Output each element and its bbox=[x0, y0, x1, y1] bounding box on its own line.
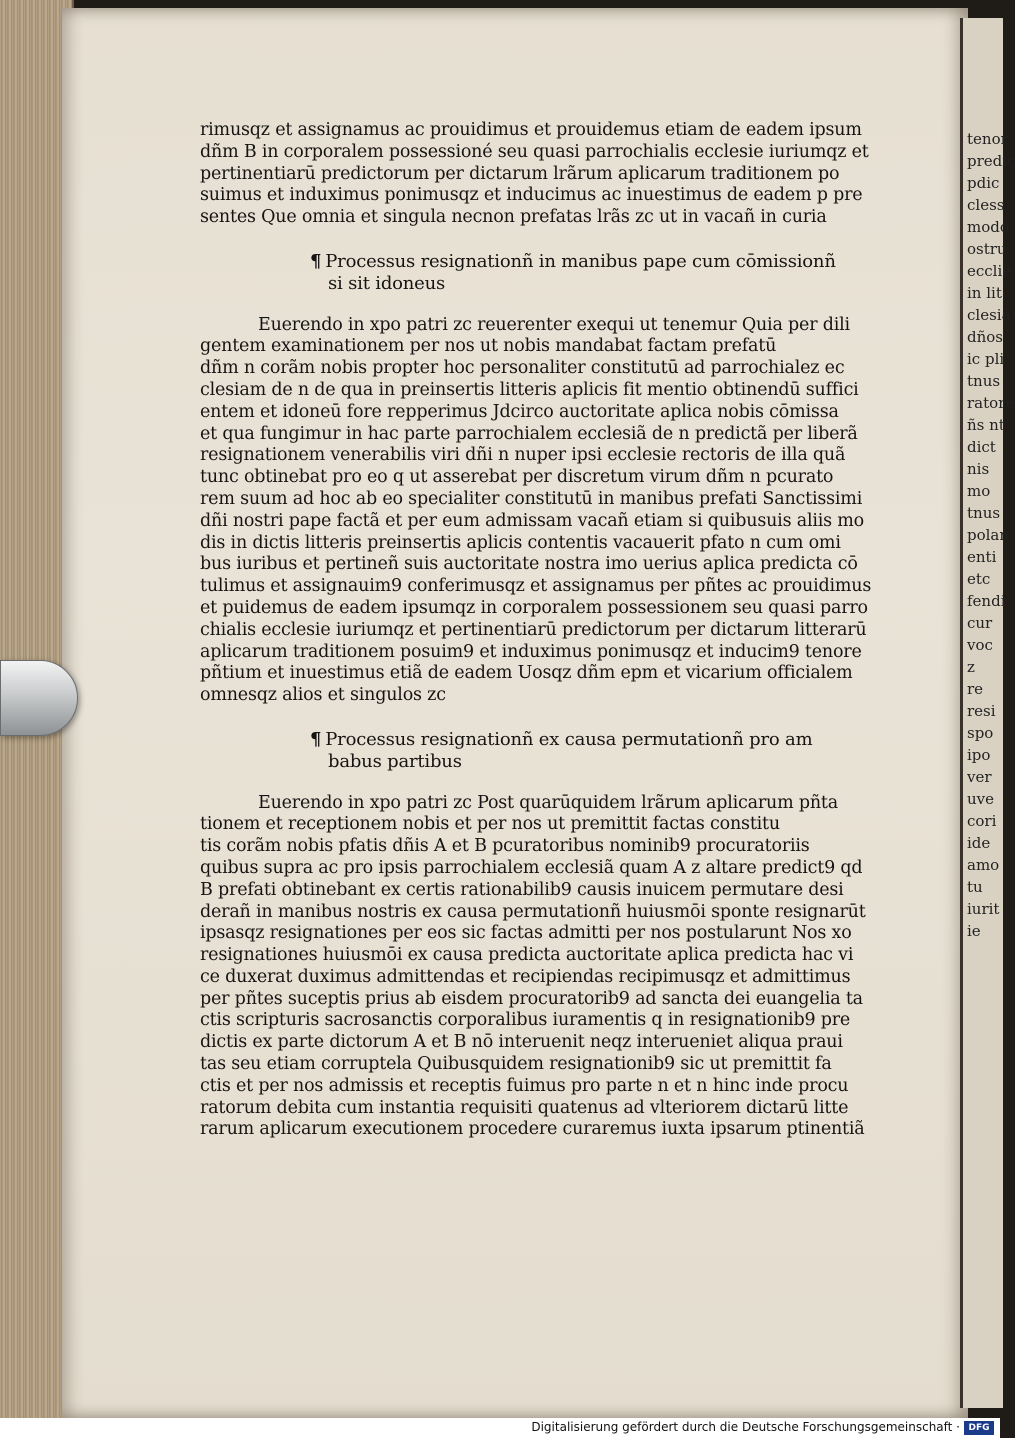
page-clip bbox=[0, 660, 78, 736]
facing-page-word: ostru bbox=[967, 240, 1007, 258]
facing-page-word: etc bbox=[967, 570, 991, 588]
facing-page-word: ratore bbox=[967, 394, 1015, 412]
section-heading-2 bbox=[310, 727, 920, 771]
facing-page-word: amo bbox=[967, 856, 1000, 874]
text-line: quibus supra ac pro ipsis parrochialem ecclesiã quam A z altare predict9 qd bbox=[200, 857, 863, 878]
facing-page-word: re bbox=[967, 680, 984, 698]
facing-page-fragment bbox=[960, 18, 1015, 1408]
section-heading-1 bbox=[310, 249, 920, 293]
facing-page-word: dict bbox=[967, 438, 996, 456]
dfg-logo: DFG bbox=[964, 1421, 994, 1435]
text-line: resignationes huiusmōi ex causa predicta auctoritate aplica predicta hac vi bbox=[200, 945, 854, 966]
facing-page-word: ic pli bbox=[967, 350, 1005, 368]
text-line: tis corãm nobis pfatis dñis A et B pcuratoribus nominib9 procuratoriis bbox=[200, 836, 810, 857]
facing-page-word: tnus bbox=[967, 504, 1001, 522]
text-line: resignationem venerabilis viri dñi n nuper ipsi ecclesie rectoris de illa quã bbox=[200, 445, 846, 466]
text-line: rimusqz et assignamus ac prouidimus et prouidemus etiam de eadem ipsum bbox=[200, 120, 862, 140]
pilcrow-icon: ¶ bbox=[310, 250, 322, 272]
facing-page-word: spo bbox=[967, 724, 994, 742]
facing-page-word: ñs nt bbox=[967, 416, 1005, 434]
text-line: suimus et induximus ponimusqz et inducimus ac inuestimus de eadem p pre bbox=[200, 185, 863, 206]
facing-page-word: tenor bbox=[967, 130, 1008, 148]
facing-page-word: mo bbox=[967, 482, 991, 500]
text-line: pertinentiarū predictorum per dictarum lrãrum aplicarum traditionem po bbox=[200, 163, 840, 184]
text-line: entem et idoneū fore repperimus Jdcirco auctoritate aplica nobis cōmissa bbox=[200, 401, 839, 422]
text-line: B prefati obtinebant ex certis rationabilib9 causis inuicem permutare desi bbox=[200, 879, 844, 900]
facing-page-word: z bbox=[967, 658, 975, 676]
footer-bar bbox=[0, 1418, 1000, 1438]
text-line: clesiam de n de qua in preinsertis litteris aplicis fit mentio obtinendū suffici bbox=[200, 379, 859, 400]
text-line: ce duxerat duximus admittendas et recipiendas recipimusqz et admittimus bbox=[200, 966, 851, 987]
text-line: dis in dictis litteris preinsertis aplicis contentis vacauerit pfato n cum omi bbox=[200, 532, 841, 553]
text-line: derañ in manibus nostris ex causa permutationñ huiusmōi sponte resignarūt bbox=[200, 901, 866, 922]
text-line: dñm B in corporalem possessioné seu quasi parrochialis ecclesie iuriumqz et bbox=[200, 141, 869, 162]
facing-page-word: cori bbox=[967, 812, 997, 830]
facing-page-word: modo bbox=[967, 218, 1009, 236]
facing-page-word: iurit bbox=[967, 900, 1000, 918]
text-line: et qua fungimur in hac parte parrochialem ecclesiã de n predictã per liberã bbox=[200, 423, 858, 444]
text-line: bus iuribus et pertineñ suis auctoritate nostra imo uerius aplica predicta cō bbox=[200, 554, 858, 575]
text-line: tionem et receptionem nobis et per nos ut premittit factas constitu bbox=[200, 814, 780, 835]
text-line: ctis scripturis sacrosanctis corporalibus iuramentis q in resignationib9 pre bbox=[200, 1010, 851, 1031]
facing-page-word: tnus bbox=[967, 372, 1001, 390]
text-line: per pñtes suceptis prius ab eisdem procuratorib9 ad sancta dei euangelia ta bbox=[200, 988, 863, 1009]
facing-page-word: resi bbox=[967, 702, 996, 720]
text-line: et puidemus de eadem ipsumqz in corporalem possessionem seu quasi parro bbox=[200, 597, 868, 618]
heading-line: Processus resignationñ in manibus pape cum cōmissionñ bbox=[325, 250, 836, 272]
heading-line: si sit idoneus bbox=[328, 272, 446, 294]
facing-page-word: ide bbox=[967, 834, 991, 852]
facing-page-word: ipo bbox=[967, 746, 991, 764]
text-line: tas seu etiam corruptela Quibusquidem resignationib9 sic ut premittit fa bbox=[200, 1054, 832, 1075]
text-line: dictis ex parte dictorum A et B nō interuenit neqz interueniet aliqua praui bbox=[200, 1032, 843, 1053]
text-line: Euerendo in xpo patri zc reuerenter exequi ut tenemur Quia per dili bbox=[258, 314, 850, 335]
text-block-processus-1 bbox=[200, 315, 920, 707]
facing-page-word: nis bbox=[967, 460, 990, 478]
text-line: Euerendo in xpo patri zc Post quarūquidem lrãrum aplicarum pñta bbox=[258, 792, 838, 813]
text-line: tunc obtinebat pro eo q ut asserebat per discretum virum dñm n pcurato bbox=[200, 467, 834, 488]
text-line: dñi nostri pape factã et per eum admissam vacañ etiam si quibusuis aliis mo bbox=[200, 510, 865, 531]
facing-page-word: ie bbox=[967, 922, 981, 940]
facing-page-word: voc bbox=[967, 636, 993, 654]
facing-page-word: uve bbox=[967, 790, 995, 808]
facing-page-word: ver bbox=[967, 768, 992, 786]
pilcrow-icon: ¶ bbox=[310, 728, 322, 750]
text-block-processus-2 bbox=[200, 793, 920, 1142]
text-line: ratorum debita cum instantia requisiti quatenus ad vlteriorem dictarū litte bbox=[200, 1097, 849, 1118]
text-block-opening bbox=[200, 120, 920, 229]
facing-page-word: dños bbox=[967, 328, 1003, 346]
text-line: pñtium et inuestimus etiã de eadem Uosqz dñm epm et vicarium officialem bbox=[200, 663, 853, 684]
facing-page-word: cless bbox=[967, 196, 1005, 214]
facing-page-word: tu bbox=[967, 878, 983, 896]
text-line: gentem examinationem per nos ut nobis mandabat factam prefatū bbox=[200, 336, 777, 357]
text-line: chialis ecclesie iuriumqz et pertinentiarū predictorum per dictarum litterarū bbox=[200, 619, 867, 640]
heading-line: babus partibus bbox=[328, 750, 462, 772]
heading-line: Processus resignationñ ex causa permutationñ pro am bbox=[325, 728, 813, 750]
facing-page-word: clesiã bbox=[967, 306, 1011, 324]
text-line: aplicarum traditionem posuim9 et induximus ponimusqz et inducim9 tenore bbox=[200, 641, 862, 662]
footer-credit: Digitalisierung gefördert durch die Deutsche Forschungsgemeinschaft · bbox=[531, 1420, 960, 1434]
page-text bbox=[200, 120, 920, 1141]
text-line: rem suum ad hoc ab eo specialiter constitutū in manibus prefati Sanctissimi bbox=[200, 488, 863, 509]
text-line: dñm n corãm nobis propter hoc personaliter constitutū ad parrochialez ec bbox=[200, 358, 845, 379]
facing-page-word: in lit bbox=[967, 284, 1002, 302]
text-line: ctis et per nos admissis et receptis fuimus pro parte n et n hinc inde procu bbox=[200, 1075, 849, 1096]
facing-page-word: fendi bbox=[967, 592, 1006, 610]
facing-page-word: pdic bbox=[967, 174, 1000, 192]
text-line: omnesqz alios et singulos zc bbox=[200, 685, 446, 706]
facing-page-word: cur bbox=[967, 614, 993, 632]
text-line: rarum aplicarum executionem procedere curaremus iuxta ipsarum ptinentiã bbox=[200, 1119, 865, 1140]
facing-page-word: predic bbox=[967, 152, 1015, 170]
text-line: sentes Que omnia et singula necnon prefatas lrãs zc ut in vacañ in curia bbox=[200, 207, 827, 228]
facing-page-word: enti bbox=[967, 548, 997, 566]
facing-page-word: ecclie bbox=[967, 262, 1012, 280]
text-line: tulimus et assignauim9 conferimusqz et assignamus per pñtes ac prouidimus bbox=[200, 576, 872, 597]
facing-page-word: polan bbox=[967, 526, 1010, 544]
text-line: ipsasqz resignationes per eos sic factas admitti per nos postularunt Nos xo bbox=[200, 923, 852, 944]
